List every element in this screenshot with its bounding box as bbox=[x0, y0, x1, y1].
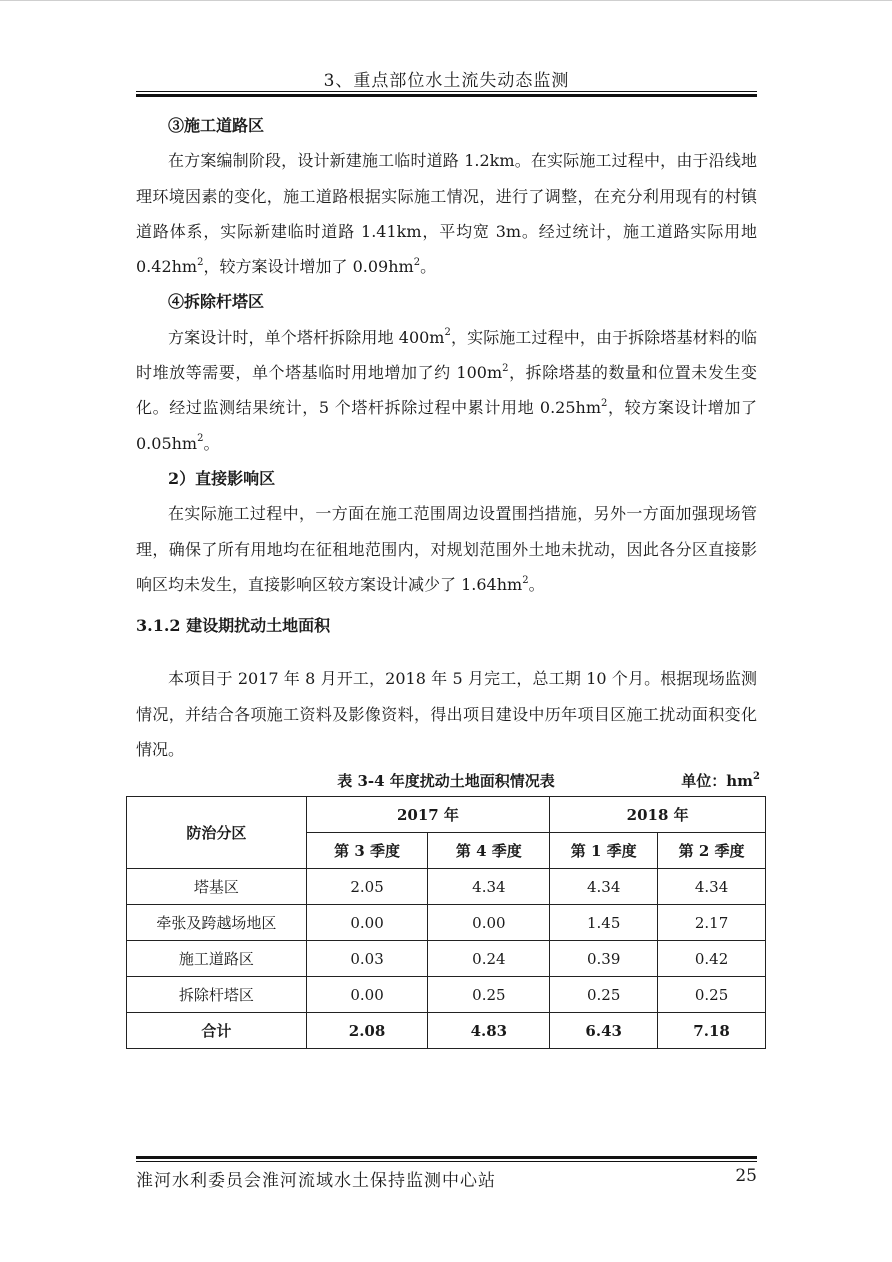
table-row bbox=[127, 905, 766, 941]
heading-section-3-1-2: 3.1.2 建设期扰动土地面积 bbox=[136, 616, 331, 636]
table-cell-zone: 合计 bbox=[127, 1013, 307, 1049]
column-header-quarter: 第 2 季度 bbox=[658, 833, 766, 869]
table-cell-zone: 拆除杆塔区 bbox=[127, 977, 307, 1013]
table-cell-value: 0.24 bbox=[428, 941, 550, 977]
text-run: 。 bbox=[528, 574, 545, 594]
table-cell-value: 0.25 bbox=[428, 977, 550, 1013]
heading-tower-removal: ④拆除杆塔区 bbox=[168, 292, 265, 312]
column-header-quarter: 第 3 季度 bbox=[306, 833, 428, 869]
table-cell-value: 0.03 bbox=[306, 941, 428, 977]
superscript: 2 bbox=[522, 574, 529, 586]
unit-text: 单位：hm bbox=[681, 772, 754, 790]
superscript: 2 bbox=[197, 433, 204, 445]
table-unit bbox=[681, 770, 760, 791]
table-cell-value: 4.34 bbox=[550, 869, 658, 905]
table-caption bbox=[126, 766, 766, 794]
document-body bbox=[136, 108, 757, 767]
table-cell-value: 6.43 bbox=[550, 1013, 658, 1049]
column-header-year-2018: 2018 年 bbox=[550, 797, 766, 833]
table-cell-zone: 塔基区 bbox=[127, 869, 307, 905]
superscript: 2 bbox=[197, 256, 204, 268]
paragraph-tower-removal bbox=[136, 320, 757, 461]
footer-rule-thin bbox=[136, 1161, 757, 1162]
table-cell-zone: 施工道路区 bbox=[127, 941, 307, 977]
column-header-quarter: 第 4 季度 bbox=[428, 833, 550, 869]
header-rule-thin bbox=[136, 91, 757, 92]
table-cell-value: 0.00 bbox=[428, 905, 550, 941]
footer-rule-thick bbox=[136, 1156, 757, 1159]
table-row bbox=[127, 869, 766, 905]
table-header-row bbox=[127, 797, 766, 833]
column-header-zone: 防治分区 bbox=[127, 797, 307, 869]
table-cell-value: 2.05 bbox=[306, 869, 428, 905]
table-cell-value: 2.08 bbox=[306, 1013, 428, 1049]
page-number: 25 bbox=[735, 1166, 757, 1186]
table-cell-value: 1.45 bbox=[550, 905, 658, 941]
table-cell-value: 4.83 bbox=[428, 1013, 550, 1049]
paragraph-section-3-1-2: 本项目于 2017 年 8 月开工，2018 年 5 月完工，总工期 10 个月。根据现场监测情况，并结合各项施工资料及影像资料，得出项目建设中历年项目区施工扰动面积变化情况。 bbox=[136, 669, 757, 760]
text-run: 。 bbox=[203, 433, 220, 453]
table-title: 表 3-4 年度扰动土地面积情况表 bbox=[337, 772, 555, 790]
text-run: 。 bbox=[420, 257, 437, 277]
text-run: ，拆除塔基的数量和位置未发生变化。经过监测结果统计，5 个塔杆拆除过程中累计用地 0.25hm bbox=[136, 363, 757, 418]
table-total-row bbox=[127, 1013, 766, 1049]
table-cell-value: 4.34 bbox=[428, 869, 550, 905]
table-cell-value: 2.17 bbox=[658, 905, 766, 941]
table-cell-zone: 牵张及跨越场地区 bbox=[127, 905, 307, 941]
page-top-edge bbox=[0, 0, 892, 1]
table-cell-value: 7.18 bbox=[658, 1013, 766, 1049]
disturbed-area-table bbox=[126, 796, 766, 1049]
paragraph-construction-road bbox=[136, 143, 757, 284]
table-row bbox=[127, 977, 766, 1013]
header-rule-thick bbox=[136, 94, 757, 97]
superscript: 2 bbox=[601, 398, 608, 410]
text-run: ，较方案设计增加了 0.09hm bbox=[203, 257, 414, 277]
heading-construction-road: ③施工道路区 bbox=[168, 116, 265, 135]
superscript: 2 bbox=[502, 362, 509, 374]
paragraph-direct-impact bbox=[136, 496, 757, 602]
superscript: 2 bbox=[413, 256, 421, 268]
superscript: 2 bbox=[444, 327, 451, 339]
table-cell-value: 0.39 bbox=[550, 941, 658, 977]
column-header-quarter: 第 1 季度 bbox=[550, 833, 658, 869]
text-run: ，实际施工过程中，由于拆除塔基材料的临时堆放等需要，单个塔基临时用地增加了约 100m bbox=[136, 327, 757, 383]
text-run: 在方案编制阶段，设计新建施工临时道路 1.2km。在实际施工过程中，由于沿线地理环境因素的变化，施工道路根据实际施工情况，进行了调整，在充分利用现有的村镇道路体系，实际新建临时道路 1.41km，平均宽 3m。经过统计，施工道路实际用地 0.42hm bbox=[136, 151, 757, 277]
superscript: 2 bbox=[753, 771, 760, 782]
table-cell-value: 0.00 bbox=[306, 905, 428, 941]
column-header-year-2017: 2017 年 bbox=[306, 797, 550, 833]
table-cell-value: 0.25 bbox=[658, 977, 766, 1013]
text-run: 方案设计时，单个塔杆拆除用地 400m bbox=[168, 327, 445, 347]
table-row bbox=[127, 941, 766, 977]
footer-organization: 淮河水利委员会淮河流域水土保持监测中心站 bbox=[136, 1171, 496, 1191]
table-cell-value: 0.00 bbox=[306, 977, 428, 1013]
text-run: 在实际施工过程中，一方面在施工范围周边设置围挡措施，另外一方面加强现场管理，确保了所有用地均在征租地范围内，对规划范围外土地未扰动，因此各分区直接影响区均未发生，直接影响区较方案设计减少了 1.64hm bbox=[136, 504, 757, 594]
table-cell-value: 4.34 bbox=[658, 869, 766, 905]
table-cell-value: 0.25 bbox=[550, 977, 658, 1013]
running-header: 3、重点部位水土流失动态监测 bbox=[323, 71, 570, 91]
text-run: ，较方案设计增加了 0.05hm bbox=[136, 398, 757, 453]
heading-direct-impact: 2）直接影响区 bbox=[168, 468, 276, 488]
table-cell-value: 0.42 bbox=[658, 941, 766, 977]
